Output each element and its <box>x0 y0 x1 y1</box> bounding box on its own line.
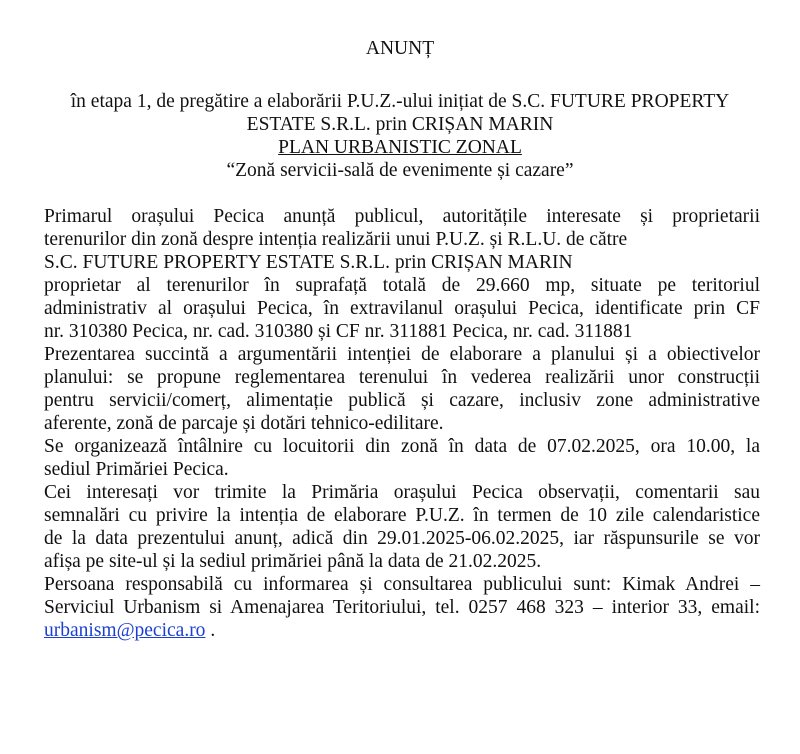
body-line: S.C. FUTURE PROPERTY ESTATE S.R.L. prin CRIȘAN MARIN <box>44 252 573 273</box>
body-line: Serviciul Urbanism si Amenajarea Teritoriului, tel. 0257 468 323 – interior 33, email: <box>44 597 760 618</box>
paragraph-intention <box>44 205 760 343</box>
paragraph-observations <box>44 481 760 573</box>
plan-subtitle: “Zonă servicii-sală de evenimente și cazare” <box>226 160 574 181</box>
body-line: terenurilor din zonă despre intenția realizării unui P.U.Z. și R.L.U. de către <box>44 229 628 250</box>
body-line: Cei interesați vor trimite la Primăria orașului Pecica observații, comentarii sau <box>44 482 760 503</box>
announcement-title: ANUNȚ <box>365 38 435 59</box>
body-line: Primarul orașului Pecica anunță publicul, autoritățile interesate și proprietarii <box>44 206 760 227</box>
body-line: proprietar al terenurilor în suprafață totală de 29.660 mp, situate pe teritoriul <box>44 275 760 296</box>
paragraph-contact <box>44 573 760 642</box>
plan-title: PLAN URBANISTIC ZONAL <box>278 137 522 158</box>
header-line-2: ESTATE S.R.L. prin CRIȘAN MARIN <box>246 114 554 135</box>
body-line: Prezentarea succintă a argumentării intenției de elaborare a planului și a obiectivelor <box>44 344 760 365</box>
paragraph-objectives <box>44 343 760 435</box>
body-line: nr. 310380 Pecica, nr. cad. 310380 și CF nr. 311881 Pecica, nr. cad. 311881 <box>44 321 633 342</box>
header-line-1: în etapa 1, de pregătire a elaborării P.U.Z.-ului inițiat de S.C. FUTURE PROPERTY <box>70 91 730 112</box>
body-line: planului: se propune reglementarea terenului în vederea realizării unor construcții <box>44 367 760 388</box>
email-link[interactable]: urbanism@pecica.ro <box>44 620 206 641</box>
email-line <box>44 619 760 642</box>
body-line: sediul Primăriei Pecica. <box>44 459 229 480</box>
body-line: de la data prezentului anunț, adică din 29.01.2025-06.02.2025, iar răspunsurile se vor <box>44 528 760 549</box>
email-suffix: . <box>205 620 216 641</box>
body-line: semnalări cu privire la intenția de elaborare P.U.Z. în termen de 10 zile calendaristice <box>44 505 760 526</box>
paragraph-meeting <box>44 435 760 481</box>
body-line: aferente, zonă de parcaje și dotări tehnico-edilitare. <box>44 413 444 434</box>
body-line: Persoana responsabilă cu informarea și consultarea publicului sunt: Kimak Andrei – <box>44 574 760 595</box>
body-line: afișa pe site-ul și la sediul primăriei până la data de 21.02.2025. <box>44 551 542 572</box>
body-line: administrativ al orașului Pecica, în extravilanul orașului Pecica, identificate prin CF <box>44 298 760 319</box>
body-line: pentru servicii/comerț, alimentație publică și cazare, inclusiv zone administrative <box>44 390 760 411</box>
body-line: Se organizează întâlnire cu locuitorii din zonă în data de 07.02.2025, ora 10.00, la <box>44 436 760 457</box>
